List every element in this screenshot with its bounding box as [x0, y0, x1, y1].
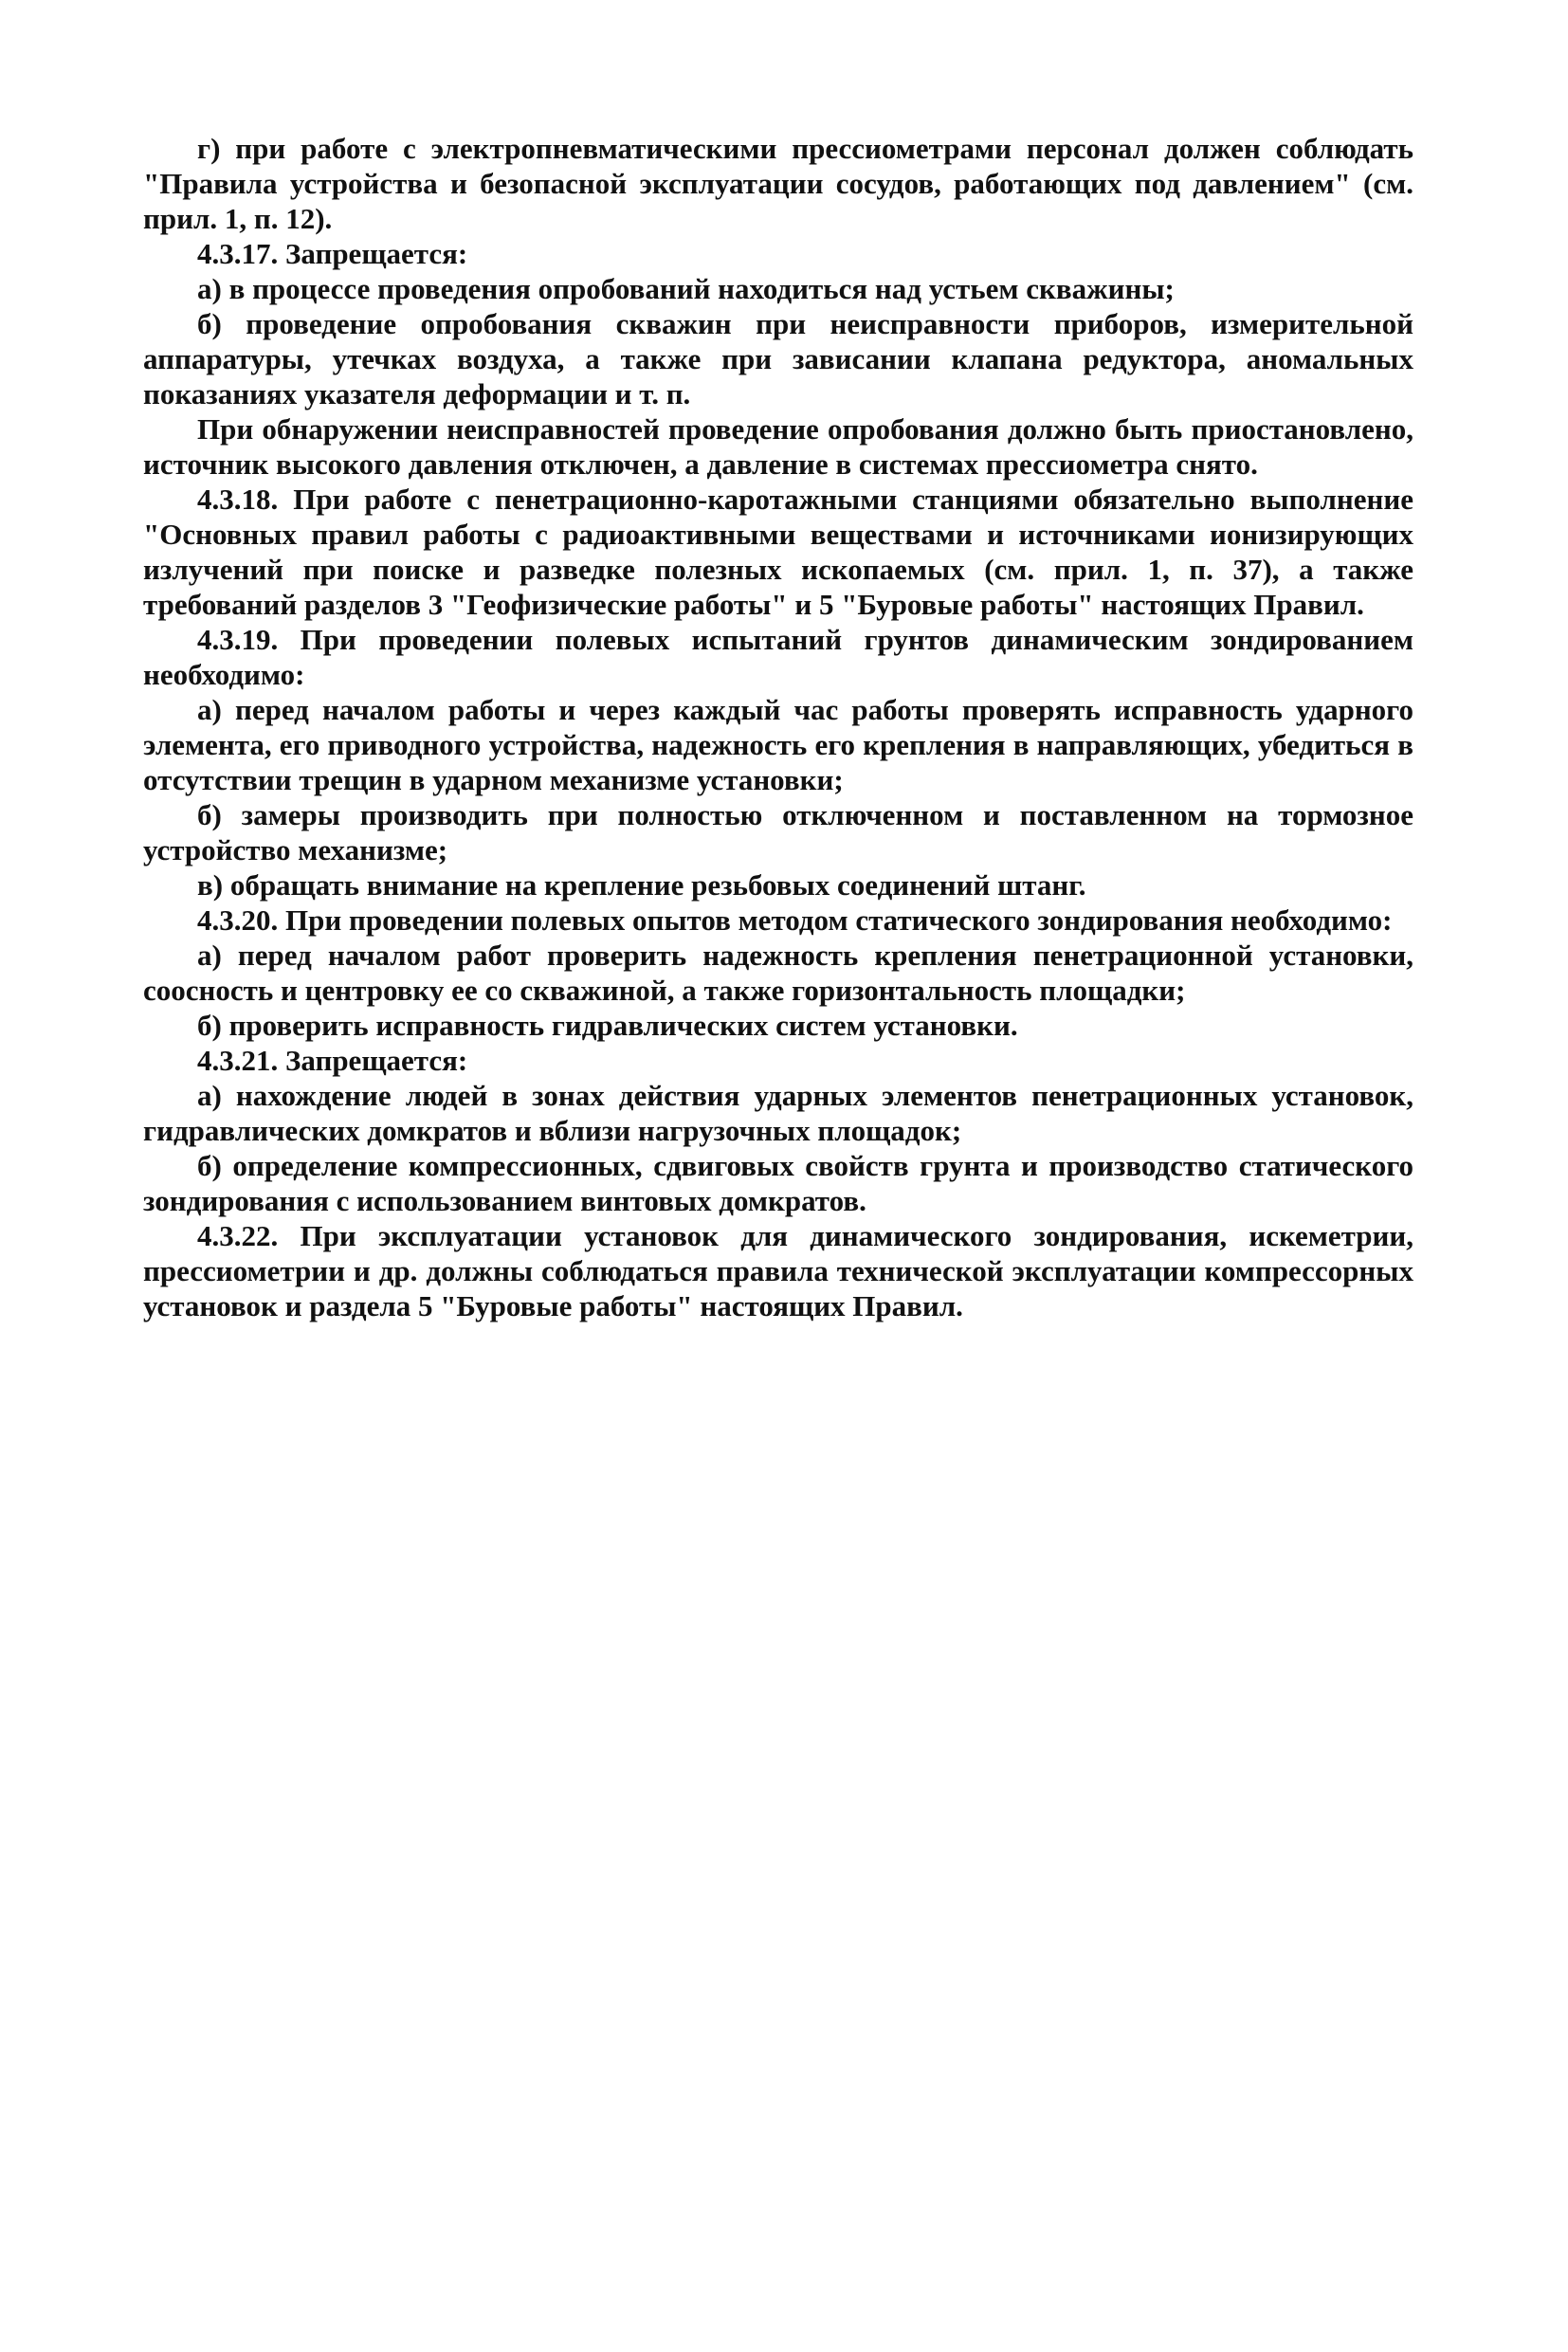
paragraph-item-b-screw-jacks: б) определение компрессионных, сдвиговых свойств грунта и производство статического зондирования с использованием винтовых домкратов. — [143, 1149, 1413, 1217]
paragraph-item-a-penetration-unit: а) перед началом работ проверить надежность крепления пенетрационной установки, соосность и центровку ее со скважиной, а также горизонтальность площадки; — [143, 939, 1413, 1007]
paragraph-faults-detected: При обнаружении неисправностей проведение опробования должно быть приостановлено, источник высокого давления отключен, а давление в системах прессиометра снято. — [143, 412, 1413, 481]
paragraph-item-a-people-zones: а) нахождение людей в зонах действия ударных элементов пенетрационных установок, гидравлических домкратов и вблизи нагрузочных площадок; — [143, 1079, 1413, 1147]
document-body — [143, 131, 1413, 1323]
paragraph-item-b-faults: б) проведение опробования скважин при неисправности приборов, измерительной аппаратуры, утечках воздуха, а также при зависании клапана редуктора, аномальных показаниях указателя деформации и т. п. — [143, 307, 1413, 410]
clause-4-3-18: 4.3.18. При работе с пенетрационно-каротажными станциями обязательно выполнение "Основных правил работы с радиоактивными веществами и источниками ионизирующих излучений при поиске и разведке полезных ископаемых (см. прил. 1, п. 37), а также требований разделов 3 "Геофизические работы" и 5 "Буровые работы" настоящих Правил. — [143, 483, 1413, 621]
clause-4-3-19: 4.3.19. При проведении полевых испытаний грунтов динамическим зондированием необходимо: — [143, 623, 1413, 691]
clause-4-3-21-heading: 4.3.21. Запрещается: — [197, 1044, 468, 1077]
paragraph-item-b-hydraulics: б) проверить исправность гидравлических систем установки. — [197, 1009, 1018, 1042]
paragraph-item-a-impact-element: а) перед началом работы и через каждый час работы проверять исправность ударного элемента, его приводного устройства, надежность его крепления в направляющих, убедиться в отсутствии трещин в ударном механизме установки; — [143, 693, 1413, 796]
clause-4-3-22: 4.3.22. При эксплуатации установок для динамического зондирования, искеметрии, прессиометрии и др. должны соблюдаться правила технической эксплуатации компрессорных установок и раздела 5 "Буровые работы" настоящих Правил. — [143, 1219, 1413, 1322]
paragraph-item-v-rod-connections: в) обращать внимание на крепление резьбовых соединений штанг. — [197, 868, 1086, 902]
paragraph-item-a-wellhead: а) в процессе проведения опробований находиться над устьем скважины; — [197, 272, 1175, 305]
clause-4-3-20: 4.3.20. При проведении полевых опытов методом статического зондирования необходимо: — [197, 903, 1393, 937]
paragraph-item-g-pressiometers: г) при работе с электропневматическими прессиометрами персонал должен соблюдать "Правила устройства и безопасной эксплуатации сосудов, работающих под давлением" (см. прил. 1, п. 12). — [143, 132, 1413, 235]
paragraph-item-b-measurements: б) замеры производить при полностью отключенном и поставленном на тормозное устройство механизме; — [143, 798, 1413, 866]
clause-4-3-17-heading: 4.3.17. Запрещается: — [197, 237, 468, 270]
